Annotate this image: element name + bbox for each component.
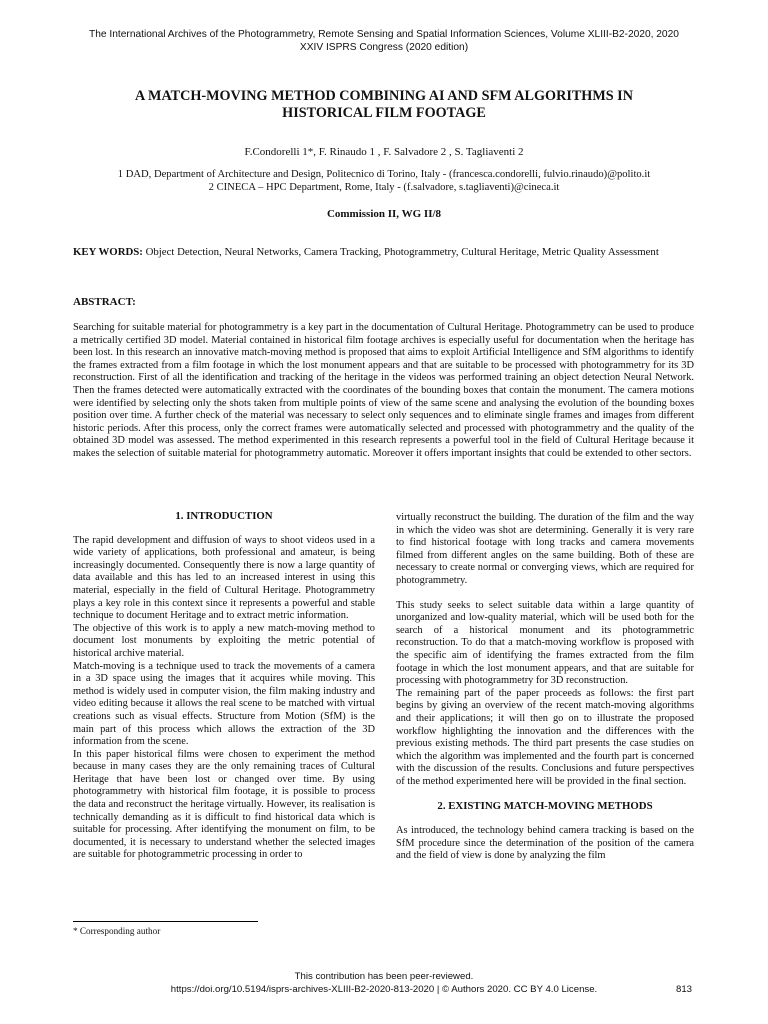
section-1-heading: 1. INTRODUCTION <box>175 510 273 522</box>
right-column <box>396 512 694 863</box>
footer-review-note: This contribution has been peer-reviewed. <box>294 971 474 982</box>
header-line-2: XXIV ISPRS Congress (2020 edition) <box>299 42 469 53</box>
header-line-1: The International Archives of the Photogrammetry, Remote Sensing and Spatial Information Sciences, Volume XLIII-B2-2020, 2020 <box>89 29 679 40</box>
title-line-2: HISTORICAL FILM FOOTAGE <box>282 105 486 121</box>
intro-paragraph-6: This study seeks to select suitable data within a large quantity of unorganized and low-quality material, which will be used both for the search of a historical monument and its photogrammetric reconstruction. To do that a match-moving workflow is proposed with the specific aim of identifying the frames extracted from the film footage in which the lost monument appears, and that are suitable for processing with photogrammetry for 3D reconstruction. <box>396 599 694 687</box>
footnote: * Corresponding author <box>73 926 161 936</box>
author-list: F.Condorelli 1*, F. Rinaudo 1 , F. Salvadore 2 , S. Tagliaventi 2 <box>244 146 524 158</box>
keywords-label: KEY WORDS: <box>73 246 143 258</box>
abstract-text: Searching for suitable material for photogrammetry is a key part in the documentation of Cultural Heritage. Photogrammetry can be used to produce a metrically certified 3D model. Material contained in historical film footage archives is especially useful for documentation when the heritage has been lost. In this research an innovative match-moving method is proposed that aims to exploit Artificial Intelligence and SfM algorithms to identify the frames extracted from a film footage in which the lost monument appears and that are suitable to be processed with photogrammetry for its 3D reconstruction. First of all the identification and tracking of the heritage in the videos was performed training an object detection Neural Network. Then the frames detected were automatically extracted with the coordinates of the bounding boxes that contain the monument. The camera motions were identified by selecting only the shots taken from multiple points of view of the same scene and analysing the evolution of the bounding boxes position over time. A further check of the material was necessary to select only sequences and to eliminate single frames and images from different historic periods. After this process, only the correct frames were automatically selected and processed with photogrammetry and the quality of the obtained 3D model was assessed. The method experimented in this research represents a powerful tool in the field of Cultural Heritage because it makes the selection of suitable material for photogrammetry automatic. Moreover it offers important insights that could be extended to other sectors. <box>73 322 694 459</box>
footnote-rule <box>73 921 258 922</box>
intro-paragraph-3: Match-moving is a technique used to track the movements of a camera in a 3D space using the images that it acquires while moving. This method is widely used in computer vision, the film making industry and video editing because it allows the real scene to be matched with virtual creations such as visual effects. Structure from Motion (SfM) is the main part of this process which allows the extraction of the 3D information from the scene. <box>73 660 375 748</box>
commission-line: Commission II, WG II/8 <box>326 208 442 220</box>
left-column <box>73 510 375 862</box>
keywords-block <box>73 246 694 259</box>
running-header <box>60 28 708 54</box>
abstract-heading: ABSTRACT: <box>73 296 136 308</box>
affiliation-1: 1 DAD, Department of Architecture and Design, Politecnico di Torino, Italy - (francesca.condorelli, fulvio.rinaudo)@polito.it <box>117 169 651 180</box>
title-line-1: A MATCH-MOVING METHOD COMBINING AI AND SFM ALGORITHMS IN <box>135 88 633 104</box>
keywords-text: Object Detection, Neural Networks, Camera Tracking, Photogrammetry, Cultural Heritage, Metric Quality Assessment <box>145 246 659 258</box>
page-number: 813 <box>676 984 693 995</box>
section-2-heading: 2. EXISTING MATCH-MOVING METHODS <box>437 800 653 813</box>
intro-paragraph-4: In this paper historical films were chosen to experiment the method because in many cases they are the only remaining traces of Cultural Heritage that have been lost or changed over time. By using photogrammetry with historical film footage, it is possible to process the data and reconstruct the heritage virtually. However, its realisation is technically demanding as it is difficult to find historical data which is suitable for processing. After identifying the monument on film, to be documented, it is necessary to understand whether the selected images are suitable for photogrammetric processing in order to <box>73 748 375 861</box>
footer-doi-link[interactable]: https://doi.org/10.5194/isprs-archives-XLIII-B2-2020-813-2020 | © Authors 2020. CC BY 4.0 License. <box>170 984 598 995</box>
section-2-paragraph-1: As introduced, the technology behind camera tracking is based on the SfM procedure since the determination of the position of the camera and the field of view is done by analyzing the film <box>396 825 694 862</box>
intro-paragraph-7: The remaining part of the paper proceeds as follows: the first part begins by giving an overview of the recent match-moving algorithms and their applications; it will then go on to illustrate the proposed workflow highlighting the innovation and the differences with the previous existing methods. The third part presents the case studies on which the algorithm was implemented and the fourth part is concerned with the discussion of the results. Conclusions and future perspectives of the method experimented here will be provided in the final section. <box>396 687 694 787</box>
affiliation-2: 2 CINECA – HPC Department, Rome, Italy - (f.salvadore, s.tagliaventi)@cineca.it <box>208 182 560 193</box>
intro-paragraph-1: The rapid development and diffusion of ways to shoot videos used in a wide variety of applications, both professional and amateur, is being increasingly documented. Consequently there is now a large quantity of data available and this has led to an increased interest in using this material, especially in the field of Cultural Heritage. Photogrammetry plays a key role in this context since it represents a powerful and stable technique to document Heritage and to extract metric information. <box>73 534 375 622</box>
affiliations <box>60 168 708 194</box>
intro-paragraph-2: The objective of this work is to apply a new match-moving method to document lost monuments by exploiting the metric potential of historical archive material. <box>73 622 375 659</box>
intro-paragraph-5: virtually reconstruct the building. The duration of the film and the way in which the video was shot are determining. Generally it is very rare to find historical footage with long tracks and camera movements filmed from different angles on the same building. Both of these are necessary to create normal or converging views, which are required for photogrammetry. <box>396 512 694 586</box>
paper-title <box>70 88 698 122</box>
